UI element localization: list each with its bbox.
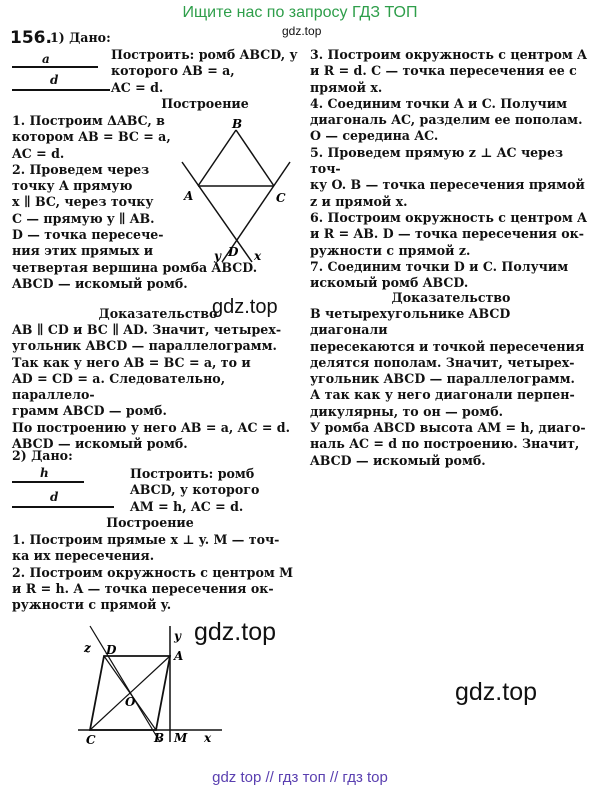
step-line: ружности с прямой z. xyxy=(310,242,471,258)
step-line: 4. Соединим точки A и C. Получим xyxy=(310,95,568,111)
proof-line: ABCD — искомый ромб. xyxy=(310,452,486,468)
step-line: D — точка пересече- xyxy=(12,227,164,243)
step-line: 1. Построим ΔABC, в xyxy=(12,113,165,128)
watermark-lower: gdz.top xyxy=(194,618,277,646)
step-line: ABCD — искомый ромб. xyxy=(12,275,188,291)
step-line: AC = d. xyxy=(12,145,65,161)
proof-line: А так как у него диагонали перпен- xyxy=(310,387,575,403)
step-line: 7. Соединим точки D и C. Получим xyxy=(310,258,569,274)
proof-line: В четырехугольнике ABCD диагонали xyxy=(310,306,511,338)
given-label-2: 2) Дано: xyxy=(12,448,73,463)
proof-line: По построению у него AB = a, AC = d. xyxy=(12,419,290,435)
watermark-top: gdz.top xyxy=(282,24,322,38)
proof-line: ABCD — искомый ромб. xyxy=(12,436,188,452)
segment-d xyxy=(12,89,110,91)
task-1-line: AC = d. xyxy=(111,79,164,95)
label-x: x xyxy=(204,731,212,745)
label-x: x xyxy=(254,249,262,263)
construction-title-2: Построение xyxy=(106,515,194,530)
step-line: четвертая вершина ромба ABCD. xyxy=(12,259,258,275)
proof-line: AD = CD = a. Следовательно, параллело- xyxy=(12,370,226,403)
label-d: D xyxy=(106,643,117,657)
line-x xyxy=(182,162,252,262)
proof-line: У ромба ABCD высота AM = h, диаго- xyxy=(310,420,586,436)
segment-d2 xyxy=(12,506,114,508)
segment-d2-label: d xyxy=(50,490,59,504)
proof-line: Так как у него AB = BC = a, то и xyxy=(12,354,251,370)
step-line: O — середина AC. xyxy=(310,128,439,144)
segment-a-label: a xyxy=(42,52,50,66)
proof-line: AB ∥ CD и BC ∥ AD. Значит, четырех- xyxy=(12,322,282,337)
label-z: z xyxy=(84,641,91,655)
label-a: A xyxy=(174,649,184,663)
problem-number: 156. xyxy=(10,28,52,48)
step-line: и R = d. C — точка пересечения ее с xyxy=(310,63,577,79)
step-line: ружности с прямой y. xyxy=(12,597,172,613)
task-2-line: AM = h, AC = d. xyxy=(130,498,244,514)
steps-right xyxy=(310,47,592,291)
label-y: y xyxy=(214,249,221,263)
step-line: диагональ AC, разделим ее пополам. xyxy=(310,112,583,128)
label-a: A xyxy=(184,189,194,203)
rhombus-figure-2 xyxy=(70,618,230,748)
segment-d-label: d xyxy=(50,73,59,87)
task-2 xyxy=(130,466,308,515)
proof-title-1: Доказательство xyxy=(98,306,218,321)
given-label-1: 1) Дано: xyxy=(50,30,111,45)
label-d: D xyxy=(228,245,239,259)
step-line: 1. Построим прямые x ⊥ y. M — точ- xyxy=(12,532,280,547)
label-c: C xyxy=(86,733,96,747)
step-line: и R = AB. D — точка пересечения ок- xyxy=(310,226,584,242)
search-banner[interactable]: Ищите нас по запросу ГДЗ ТОП xyxy=(182,4,418,21)
step-line: ка их пересечения. xyxy=(12,548,155,564)
steps-2 xyxy=(12,532,304,613)
task-1-line: которого AB = a, xyxy=(111,63,235,79)
step-line: 3. Построим окружность с центром A xyxy=(310,47,587,62)
proof-1 xyxy=(12,322,304,452)
label-y: y xyxy=(174,629,181,643)
step-line: 5. Проведем прямую z ⊥ AC через точ- xyxy=(310,144,564,177)
construction-title-1: Построение xyxy=(161,96,249,111)
task-2-line: Построить: ромб xyxy=(130,466,255,481)
proof-line: делятся пополам. Значит, четырех- xyxy=(310,354,575,370)
task-2-line: ABCD, у которого xyxy=(130,482,260,498)
label-o: O xyxy=(125,695,136,709)
proof-line: наль AC = d по построению. Значит, xyxy=(310,436,580,452)
step-line: x ∥ BC, через точку xyxy=(12,194,154,210)
side-bc xyxy=(236,130,274,186)
label-b: B xyxy=(232,118,243,131)
segment-h-label: h xyxy=(40,466,49,480)
step-line: котором AB = BC = a, xyxy=(12,129,171,145)
step-line: ку O. B — точка пересечения прямой xyxy=(310,177,585,193)
proof-line: угольник ABCD — параллелограмм. xyxy=(12,338,277,354)
proof-line: дикулярны, то он — ромб. xyxy=(310,403,503,419)
segment-a xyxy=(12,66,98,68)
step-line: C — прямую y ∥ AB. xyxy=(12,210,155,226)
proof-line: угольник ABCD — параллелограмм. xyxy=(310,371,575,387)
step-line: искомый ромб ABCD. xyxy=(310,275,469,291)
step-line: 2. Построим окружность с центром M xyxy=(12,564,294,580)
diagonal-bd xyxy=(104,656,156,730)
footer-links[interactable]: gdz top // гдз топ // гдз top xyxy=(212,769,388,786)
label-m: M xyxy=(174,731,188,745)
watermark-middle: gdz.top xyxy=(212,296,278,318)
step-line: точку A прямую xyxy=(12,178,133,194)
step-line: 2. Проведем через xyxy=(12,161,150,177)
label-c: C xyxy=(276,191,286,205)
segment-h xyxy=(12,481,84,483)
step-line: прямой x. xyxy=(310,79,383,95)
proof-line: пересекаются и точкой пересечения xyxy=(310,338,585,354)
task-1 xyxy=(111,47,311,96)
step-line: ния этих прямых и xyxy=(12,243,154,259)
line-z xyxy=(90,626,160,742)
step-line: 6. Построим окружность с центром A xyxy=(310,209,587,225)
proof-right xyxy=(310,306,592,469)
step-line: z и прямой x. xyxy=(310,193,408,209)
proof-line: грамм ABCD — ромб. xyxy=(12,403,167,419)
label-b: B xyxy=(154,731,165,745)
task-1-line: Построить: ромб ABCD, у xyxy=(111,47,298,62)
rhombus-figure-1 xyxy=(178,118,298,268)
proof-title-right: Доказательство xyxy=(391,290,511,305)
step-line: и R = h. A — точка пересечения ок- xyxy=(12,580,274,596)
watermark-right: gdz.top xyxy=(455,678,538,706)
